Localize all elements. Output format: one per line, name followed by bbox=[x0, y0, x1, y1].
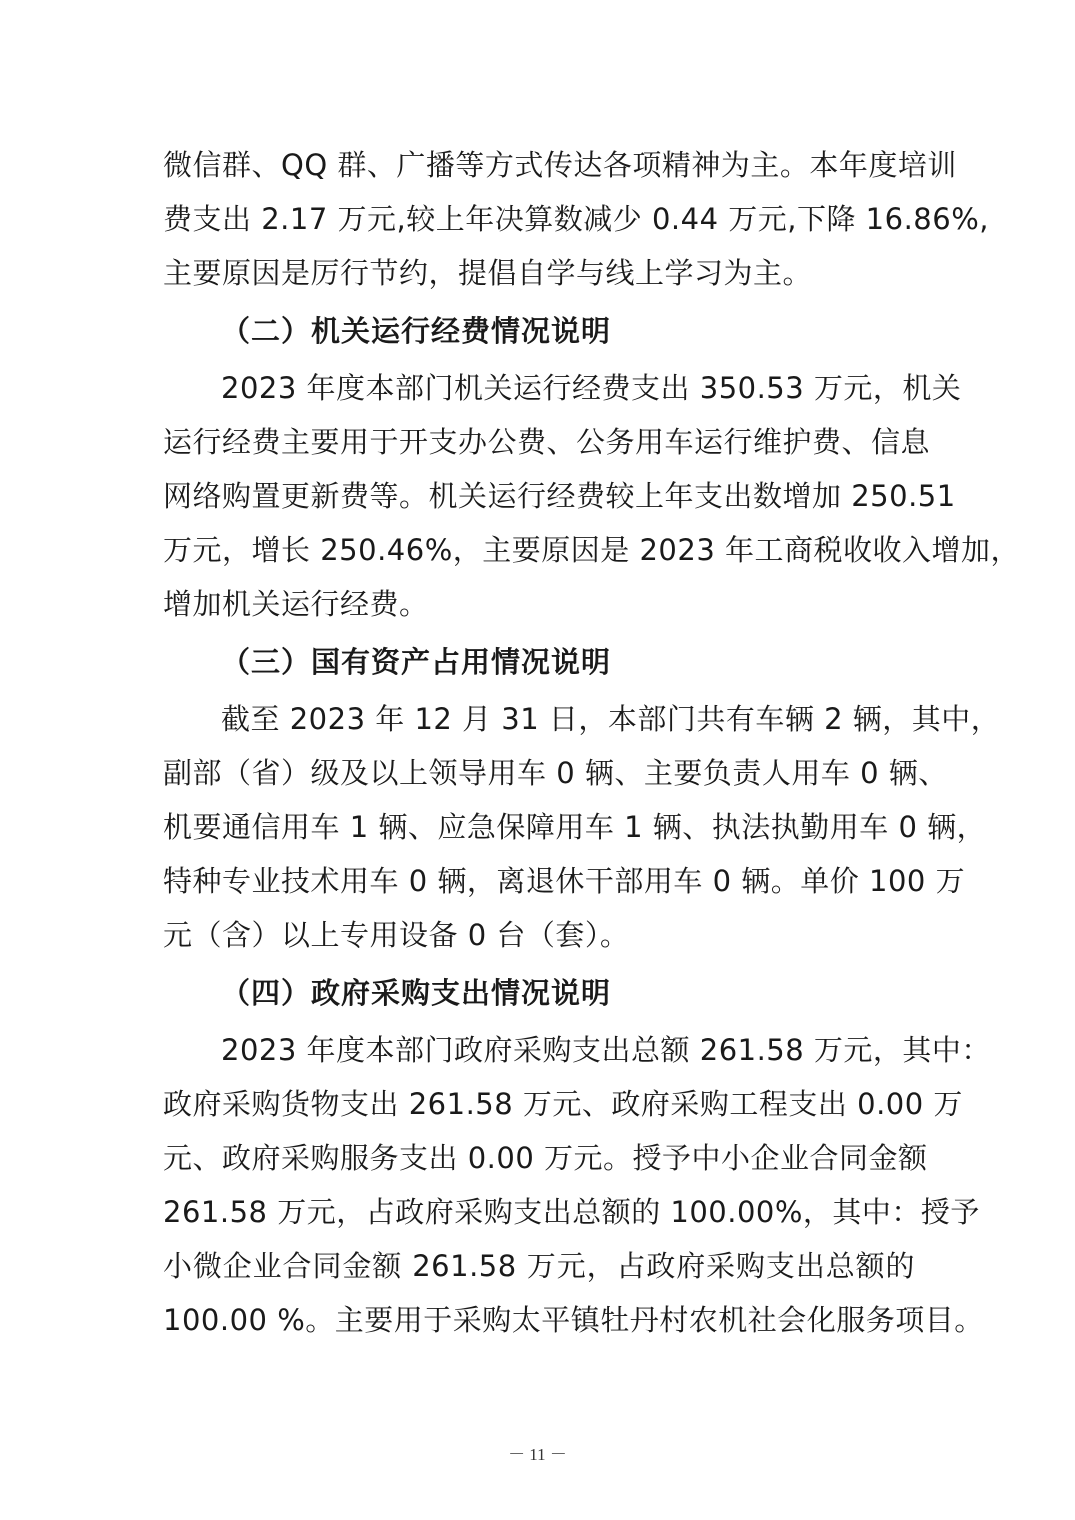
text-line: 截至 2023 年 12 月 31 日，本部门共有车辆 2 辆，其中， bbox=[221, 702, 1001, 736]
text-line: 100.00 %。主要用于采购太平镇牡丹村农机社会化服务项目。 bbox=[163, 1303, 984, 1337]
text-line: 机要通信用车 1 辆、应急保障用车 1 辆、执法执勤用车 0 辆， bbox=[163, 810, 987, 844]
text-line: 政府采购货物支出 261.58 万元、政府采购工程支出 0.00 万 bbox=[163, 1087, 963, 1121]
text-line: 费支出 2.17 万元,较上年决算数减少 0.44 万元,下降 16.86%, bbox=[163, 202, 989, 236]
section-heading-state-assets: （三）国有资产占用情况说明 bbox=[221, 645, 612, 679]
paragraph-operating-expenses bbox=[163, 361, 1020, 631]
text-line: 增加机关运行经费。 bbox=[163, 587, 429, 621]
text-line: 小微企业合同金额 261.58 万元，占政府采购支出总额的 bbox=[163, 1249, 915, 1283]
text-line: 微信群、QQ 群、广播等方式传达各项精神为主。本年度培训 bbox=[163, 148, 957, 182]
paragraph-government-procurement bbox=[163, 1023, 991, 1347]
document-body bbox=[163, 138, 1020, 1351]
text-line: 特种专业技术用车 0 辆，离退休干部用车 0 辆。单价 100 万 bbox=[163, 864, 966, 898]
page-number: － 11 － bbox=[508, 1445, 567, 1464]
text-line: 261.58 万元，占政府采购支出总额的 100.00%，其中：授予 bbox=[163, 1195, 980, 1229]
text-line: 副部（省）级及以上领导用车 0 辆、主要负责人用车 0 辆、 bbox=[163, 756, 948, 790]
text-line: 元、政府采购服务支出 0.00 万元。授予中小企业合同金额 bbox=[163, 1141, 928, 1175]
text-line: 主要原因是厉行节约，提倡自学与线上学习为主。 bbox=[163, 256, 813, 290]
text-line: 网络购置更新费等。机关运行经费较上年支出数增加 250.51 bbox=[163, 479, 956, 513]
paragraph-state-assets bbox=[163, 692, 1001, 962]
section-heading-government-procurement: （四）政府采购支出情况说明 bbox=[221, 976, 612, 1010]
text-line: 运行经费主要用于开支办公费、公务用车运行维护费、信息 bbox=[163, 425, 931, 459]
text-line: 万元，增长 250.46%，主要原因是 2023 年工商税收收入增加， bbox=[163, 533, 1020, 567]
paragraph-training-fee bbox=[163, 138, 989, 300]
section-heading-operating-expenses: （二）机关运行经费情况说明 bbox=[221, 314, 612, 348]
text-line: 2023 年度本部门机关运行经费支出 350.53 万元，机关 bbox=[221, 371, 962, 405]
text-line: 2023 年度本部门政府采购支出总额 261.58 万元，其中： bbox=[221, 1033, 991, 1067]
text-line: 元（含）以上专用设备 0 台（套）。 bbox=[163, 918, 630, 952]
